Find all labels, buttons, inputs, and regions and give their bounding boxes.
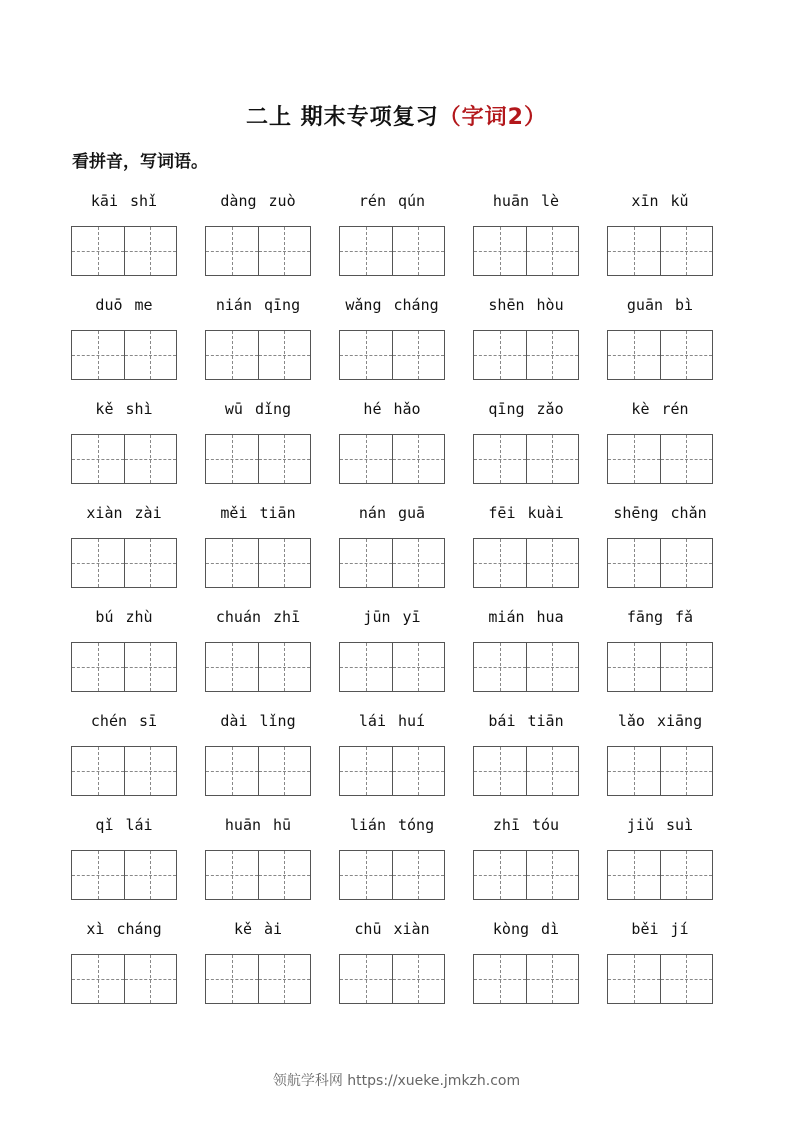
pinyin-syllable: lái <box>358 712 386 730</box>
tianzige-box[interactable] <box>340 851 392 899</box>
pinyin-row <box>473 500 579 530</box>
tianzige-box-pair <box>473 642 579 692</box>
tianzige-box[interactable] <box>206 747 258 795</box>
pinyin-syllable: lǐng <box>259 712 296 730</box>
pinyin-row <box>205 708 311 738</box>
pinyin-syllable: lǎo <box>617 712 645 730</box>
exercise-item <box>71 812 177 908</box>
pinyin-syllable: kuài <box>527 504 564 522</box>
pinyin-syllable: fāng <box>626 608 664 626</box>
tianzige-box-pair <box>71 538 177 588</box>
tianzige-box-pair <box>607 434 713 484</box>
pinyin-syllable: hua <box>536 608 564 626</box>
tianzige-box[interactable] <box>526 331 579 379</box>
tianzige-box[interactable] <box>124 227 177 275</box>
pinyin-syllable: kě <box>233 920 252 938</box>
pinyin-syllable: jiǔ <box>626 816 654 834</box>
tianzige-box[interactable] <box>340 747 392 795</box>
pinyin-row <box>205 500 311 530</box>
pinyin-row <box>473 396 579 426</box>
tianzige-box-pair <box>473 226 579 276</box>
page-title <box>0 100 793 131</box>
tianzige-box-pair <box>205 642 311 692</box>
pinyin-syllable: me <box>134 296 153 314</box>
tianzige-box[interactable] <box>206 227 258 275</box>
tianzige-box-pair <box>607 954 713 1004</box>
exercise-item <box>205 188 311 284</box>
pinyin-row <box>473 292 579 322</box>
pinyin-row <box>607 604 713 634</box>
tianzige-box[interactable] <box>392 539 445 587</box>
tianzige-box-pair <box>71 434 177 484</box>
tianzige-box[interactable] <box>124 643 177 691</box>
tianzige-box[interactable] <box>72 435 124 483</box>
pinyin-syllable: wū <box>224 400 243 418</box>
exercise-item <box>71 708 177 804</box>
exercise-item <box>339 916 445 1012</box>
pinyin-syllable: cháng <box>393 296 439 314</box>
pinyin-row <box>607 396 713 426</box>
tianzige-box[interactable] <box>206 643 258 691</box>
pinyin-syllable: suì <box>666 816 694 834</box>
tianzige-box[interactable] <box>608 227 660 275</box>
pinyin-row <box>71 396 177 426</box>
tianzige-box[interactable] <box>474 539 526 587</box>
exercise-item <box>339 292 445 388</box>
tianzige-box[interactable] <box>124 955 177 1003</box>
exercise-item <box>205 812 311 908</box>
instruction: 看拼音，写词语。 <box>72 152 208 172</box>
pinyin-syllable: dàng <box>220 192 257 210</box>
pinyin-syllable: chǎn <box>670 504 707 522</box>
pinyin-syllable: zǎo <box>536 400 564 418</box>
tianzige-box[interactable] <box>72 747 124 795</box>
tianzige-box[interactable] <box>206 955 258 1003</box>
pinyin-syllable: qún <box>398 192 426 210</box>
exercise-item <box>71 916 177 1012</box>
pinyin-syllable: shēn <box>488 296 525 314</box>
pinyin-syllable: dǐng <box>254 400 292 418</box>
tianzige-box-pair <box>205 330 311 380</box>
tianzige-box[interactable] <box>526 851 579 899</box>
tianzige-box[interactable] <box>258 227 311 275</box>
pinyin-syllable: sī <box>139 712 158 730</box>
pinyin-syllable: zhī <box>273 608 301 626</box>
tianzige-box[interactable] <box>124 331 177 379</box>
pinyin-syllable: xiàn <box>86 504 123 522</box>
pinyin-syllable: xiāng <box>656 712 703 730</box>
tianzige-box[interactable] <box>340 331 392 379</box>
pinyin-syllable: běi <box>631 920 659 938</box>
tianzige-box[interactable] <box>660 435 713 483</box>
pinyin-syllable: shēng <box>613 504 659 522</box>
pinyin-row <box>607 188 713 218</box>
tianzige-box[interactable] <box>474 435 526 483</box>
pinyin-syllable: hòu <box>536 296 564 314</box>
tianzige-box[interactable] <box>258 331 311 379</box>
pinyin-row <box>71 188 177 218</box>
pinyin-syllable: rén <box>358 192 386 210</box>
pinyin-row <box>607 708 713 738</box>
pinyin-syllable: chū <box>354 920 382 938</box>
tianzige-box[interactable] <box>474 955 526 1003</box>
pinyin-syllable: huān <box>492 192 530 210</box>
tianzige-box[interactable] <box>608 539 660 587</box>
tianzige-box[interactable] <box>340 539 392 587</box>
pinyin-syllable: chén <box>90 712 128 730</box>
exercise-item <box>339 708 445 804</box>
pinyin-syllable: shì <box>125 400 153 418</box>
pinyin-syllable: guān <box>626 296 664 314</box>
pinyin-row <box>339 916 445 946</box>
pinyin-syllable: dài <box>220 712 248 730</box>
pinyin-syllable: jí <box>670 920 689 938</box>
pinyin-syllable: cháng <box>116 920 162 938</box>
pinyin-syllable: jūn <box>363 608 391 626</box>
pinyin-syllable: rén <box>661 400 689 418</box>
exercise-item <box>205 708 311 804</box>
tianzige-box[interactable] <box>340 227 392 275</box>
pinyin-row <box>205 188 311 218</box>
tianzige-box[interactable] <box>608 435 660 483</box>
pinyin-syllable: měi <box>220 504 248 522</box>
exercise-item <box>607 396 713 492</box>
exercise-item <box>473 500 579 596</box>
tianzige-box-pair <box>71 642 177 692</box>
tianzige-box-pair <box>607 226 713 276</box>
exercise-item <box>71 188 177 284</box>
pinyin-syllable: qǐ <box>95 816 114 834</box>
tianzige-box-pair <box>205 746 311 796</box>
tianzige-box[interactable] <box>608 643 660 691</box>
tianzige-box[interactable] <box>660 851 713 899</box>
tianzige-box[interactable] <box>660 539 713 587</box>
tianzige-box-pair <box>71 954 177 1004</box>
title-main: 二上 期末专项复习 <box>246 105 439 130</box>
pinyin-syllable: tóu <box>532 816 560 834</box>
pinyin-row <box>473 604 579 634</box>
pinyin-row <box>205 916 311 946</box>
tianzige-box[interactable] <box>340 643 392 691</box>
pinyin-syllable: kè <box>631 400 650 418</box>
exercise-item <box>205 292 311 388</box>
pinyin-syllable: kāi <box>90 192 118 210</box>
exercise-item <box>473 812 579 908</box>
title-highlight: （字词2） <box>438 105 547 130</box>
tianzige-box-pair <box>71 226 177 276</box>
exercise-item <box>473 292 579 388</box>
pinyin-syllable: duō <box>95 296 123 314</box>
pinyin-row <box>473 188 579 218</box>
pinyin-syllable: bú <box>95 608 114 626</box>
pinyin-syllable: fǎ <box>675 608 694 626</box>
pinyin-row <box>205 292 311 322</box>
pinyin-syllable: ài <box>264 920 283 938</box>
tianzige-box-pair <box>339 746 445 796</box>
exercise-item <box>607 916 713 1012</box>
pinyin-row <box>473 916 579 946</box>
pinyin-syllable: xīn <box>631 192 659 210</box>
tianzige-box[interactable] <box>392 851 445 899</box>
pinyin-row <box>339 396 445 426</box>
tianzige-box[interactable] <box>392 955 445 1003</box>
pinyin-syllable: kǔ <box>670 192 689 210</box>
tianzige-box[interactable] <box>72 955 124 1003</box>
tianzige-box[interactable] <box>608 955 660 1003</box>
tianzige-box[interactable] <box>392 435 445 483</box>
pinyin-row <box>339 292 445 322</box>
exercise-item <box>473 396 579 492</box>
tianzige-box-pair <box>339 954 445 1004</box>
exercise-item <box>71 292 177 388</box>
pinyin-syllable: tóng <box>398 816 435 834</box>
tianzige-box-pair <box>607 538 713 588</box>
tianzige-box[interactable] <box>608 851 660 899</box>
pinyin-row <box>339 188 445 218</box>
tianzige-box-pair <box>473 330 579 380</box>
tianzige-box[interactable] <box>526 747 579 795</box>
tianzige-box[interactable] <box>124 747 177 795</box>
pinyin-row <box>339 812 445 842</box>
tianzige-box[interactable] <box>392 747 445 795</box>
pinyin-syllable: qīng <box>264 296 301 314</box>
tianzige-box-pair <box>205 850 311 900</box>
exercise-item <box>205 916 311 1012</box>
pinyin-row <box>607 292 713 322</box>
exercise-item <box>607 188 713 284</box>
tianzige-box-pair <box>473 850 579 900</box>
exercise-item <box>473 188 579 284</box>
pinyin-syllable: kě <box>95 400 114 418</box>
pinyin-row <box>205 396 311 426</box>
tianzige-box[interactable] <box>660 227 713 275</box>
exercise-item <box>205 604 311 700</box>
tianzige-box[interactable] <box>206 851 258 899</box>
pinyin-syllable: xì <box>86 920 105 938</box>
exercise-grid <box>71 188 711 1012</box>
pinyin-row <box>71 916 177 946</box>
exercise-item <box>473 708 579 804</box>
exercise-item <box>339 604 445 700</box>
exercise-item <box>607 812 713 908</box>
pinyin-syllable: hū <box>273 816 292 834</box>
pinyin-syllable: huān <box>224 816 262 834</box>
tianzige-box-pair <box>339 850 445 900</box>
pinyin-syllable: zuò <box>268 192 296 210</box>
tianzige-box[interactable] <box>124 435 177 483</box>
pinyin-syllable: yī <box>402 608 421 626</box>
exercise-item <box>607 604 713 700</box>
tianzige-box-pair <box>205 434 311 484</box>
pinyin-syllable: qīng <box>488 400 525 418</box>
tianzige-box[interactable] <box>526 435 579 483</box>
tianzige-box[interactable] <box>72 331 124 379</box>
tianzige-box[interactable] <box>660 331 713 379</box>
footer-watermark: 领航学科网 https://xueke.jmkzh.com <box>272 1073 521 1089</box>
exercise-item <box>205 500 311 596</box>
tianzige-box-pair <box>607 330 713 380</box>
tianzige-box-pair <box>71 850 177 900</box>
pinyin-syllable: nián <box>215 296 252 314</box>
tianzige-box[interactable] <box>392 227 445 275</box>
pinyin-row <box>71 500 177 530</box>
pinyin-syllable: lián <box>349 816 386 834</box>
tianzige-box[interactable] <box>474 643 526 691</box>
pinyin-row <box>71 292 177 322</box>
exercise-item <box>71 604 177 700</box>
pinyin-syllable: wǎng <box>345 296 382 314</box>
pinyin-row <box>473 812 579 842</box>
tianzige-box[interactable] <box>258 539 311 587</box>
exercise-item <box>473 916 579 1012</box>
exercise-item <box>71 396 177 492</box>
tianzige-box[interactable] <box>474 331 526 379</box>
pinyin-syllable: guā <box>398 504 426 522</box>
pinyin-syllable: chuán <box>215 608 262 626</box>
pinyin-syllable: mián <box>488 608 525 626</box>
tianzige-box[interactable] <box>258 435 311 483</box>
pinyin-syllable: bì <box>675 296 694 314</box>
exercise-item <box>339 812 445 908</box>
pinyin-syllable: huí <box>398 712 426 730</box>
pinyin-row <box>607 500 713 530</box>
pinyin-row <box>339 500 445 530</box>
tianzige-box[interactable] <box>258 747 311 795</box>
pinyin-syllable: zhù <box>125 608 153 626</box>
tianzige-box[interactable] <box>392 643 445 691</box>
pinyin-row <box>71 812 177 842</box>
tianzige-box-pair <box>71 746 177 796</box>
tianzige-box-pair <box>339 226 445 276</box>
tianzige-box-pair <box>473 538 579 588</box>
pinyin-row <box>205 604 311 634</box>
tianzige-box-pair <box>71 330 177 380</box>
pinyin-syllable: kòng <box>492 920 530 938</box>
exercise-item <box>339 188 445 284</box>
tianzige-box[interactable] <box>474 851 526 899</box>
tianzige-box[interactable] <box>660 747 713 795</box>
tianzige-box-pair <box>339 538 445 588</box>
tianzige-box[interactable] <box>526 643 579 691</box>
pinyin-syllable: hé <box>363 400 382 418</box>
pinyin-syllable: dì <box>541 920 560 938</box>
tianzige-box[interactable] <box>258 851 311 899</box>
tianzige-box-pair <box>205 538 311 588</box>
pinyin-syllable: tiān <box>527 712 564 730</box>
pinyin-row <box>607 812 713 842</box>
tianzige-box-pair <box>473 434 579 484</box>
pinyin-syllable: xiàn <box>393 920 430 938</box>
exercise-item <box>473 604 579 700</box>
exercise-item <box>607 500 713 596</box>
tianzige-box[interactable] <box>72 539 124 587</box>
pinyin-syllable: bái <box>488 712 516 730</box>
tianzige-box[interactable] <box>474 227 526 275</box>
tianzige-box[interactable] <box>124 851 177 899</box>
tianzige-box-pair <box>607 850 713 900</box>
tianzige-box[interactable] <box>258 955 311 1003</box>
tianzige-box[interactable] <box>608 747 660 795</box>
tianzige-box[interactable] <box>340 435 392 483</box>
pinyin-syllable: lái <box>125 816 153 834</box>
tianzige-box[interactable] <box>206 435 258 483</box>
exercise-item <box>339 500 445 596</box>
pinyin-syllable: hǎo <box>393 400 421 418</box>
pinyin-row <box>71 604 177 634</box>
pinyin-syllable: lè <box>541 192 560 210</box>
tianzige-box-pair <box>339 642 445 692</box>
exercise-item <box>607 708 713 804</box>
tianzige-box[interactable] <box>526 955 579 1003</box>
pinyin-row <box>607 916 713 946</box>
pinyin-syllable: zài <box>134 504 162 522</box>
exercise-item <box>339 396 445 492</box>
tianzige-box[interactable] <box>392 331 445 379</box>
tianzige-box-pair <box>473 746 579 796</box>
pinyin-syllable: zhī <box>492 816 520 834</box>
tianzige-box[interactable] <box>72 227 124 275</box>
tianzige-box[interactable] <box>526 539 579 587</box>
pinyin-syllable: nán <box>358 504 386 522</box>
tianzige-box[interactable] <box>526 227 579 275</box>
tianzige-box-pair <box>473 954 579 1004</box>
tianzige-box[interactable] <box>660 643 713 691</box>
tianzige-box[interactable] <box>124 539 177 587</box>
pinyin-syllable: shǐ <box>130 192 158 210</box>
tianzige-box[interactable] <box>206 331 258 379</box>
tianzige-box-pair <box>205 954 311 1004</box>
pinyin-row <box>339 708 445 738</box>
tianzige-box[interactable] <box>660 955 713 1003</box>
tianzige-box[interactable] <box>72 851 124 899</box>
tianzige-box[interactable] <box>474 747 526 795</box>
exercise-item <box>205 396 311 492</box>
tianzige-box-pair <box>607 746 713 796</box>
tianzige-box-pair <box>205 226 311 276</box>
pinyin-row <box>473 708 579 738</box>
exercise-item <box>71 500 177 596</box>
pinyin-row <box>71 708 177 738</box>
tianzige-box[interactable] <box>258 643 311 691</box>
tianzige-box-pair <box>339 330 445 380</box>
pinyin-row <box>205 812 311 842</box>
tianzige-box-pair <box>607 642 713 692</box>
pinyin-row <box>339 604 445 634</box>
pinyin-syllable: tiān <box>259 504 296 522</box>
tianzige-box[interactable] <box>340 955 392 1003</box>
exercise-item <box>607 292 713 388</box>
pinyin-syllable: fēi <box>488 504 516 522</box>
tianzige-box-pair <box>339 434 445 484</box>
tianzige-box[interactable] <box>206 539 258 587</box>
tianzige-box[interactable] <box>72 643 124 691</box>
tianzige-box[interactable] <box>608 331 660 379</box>
